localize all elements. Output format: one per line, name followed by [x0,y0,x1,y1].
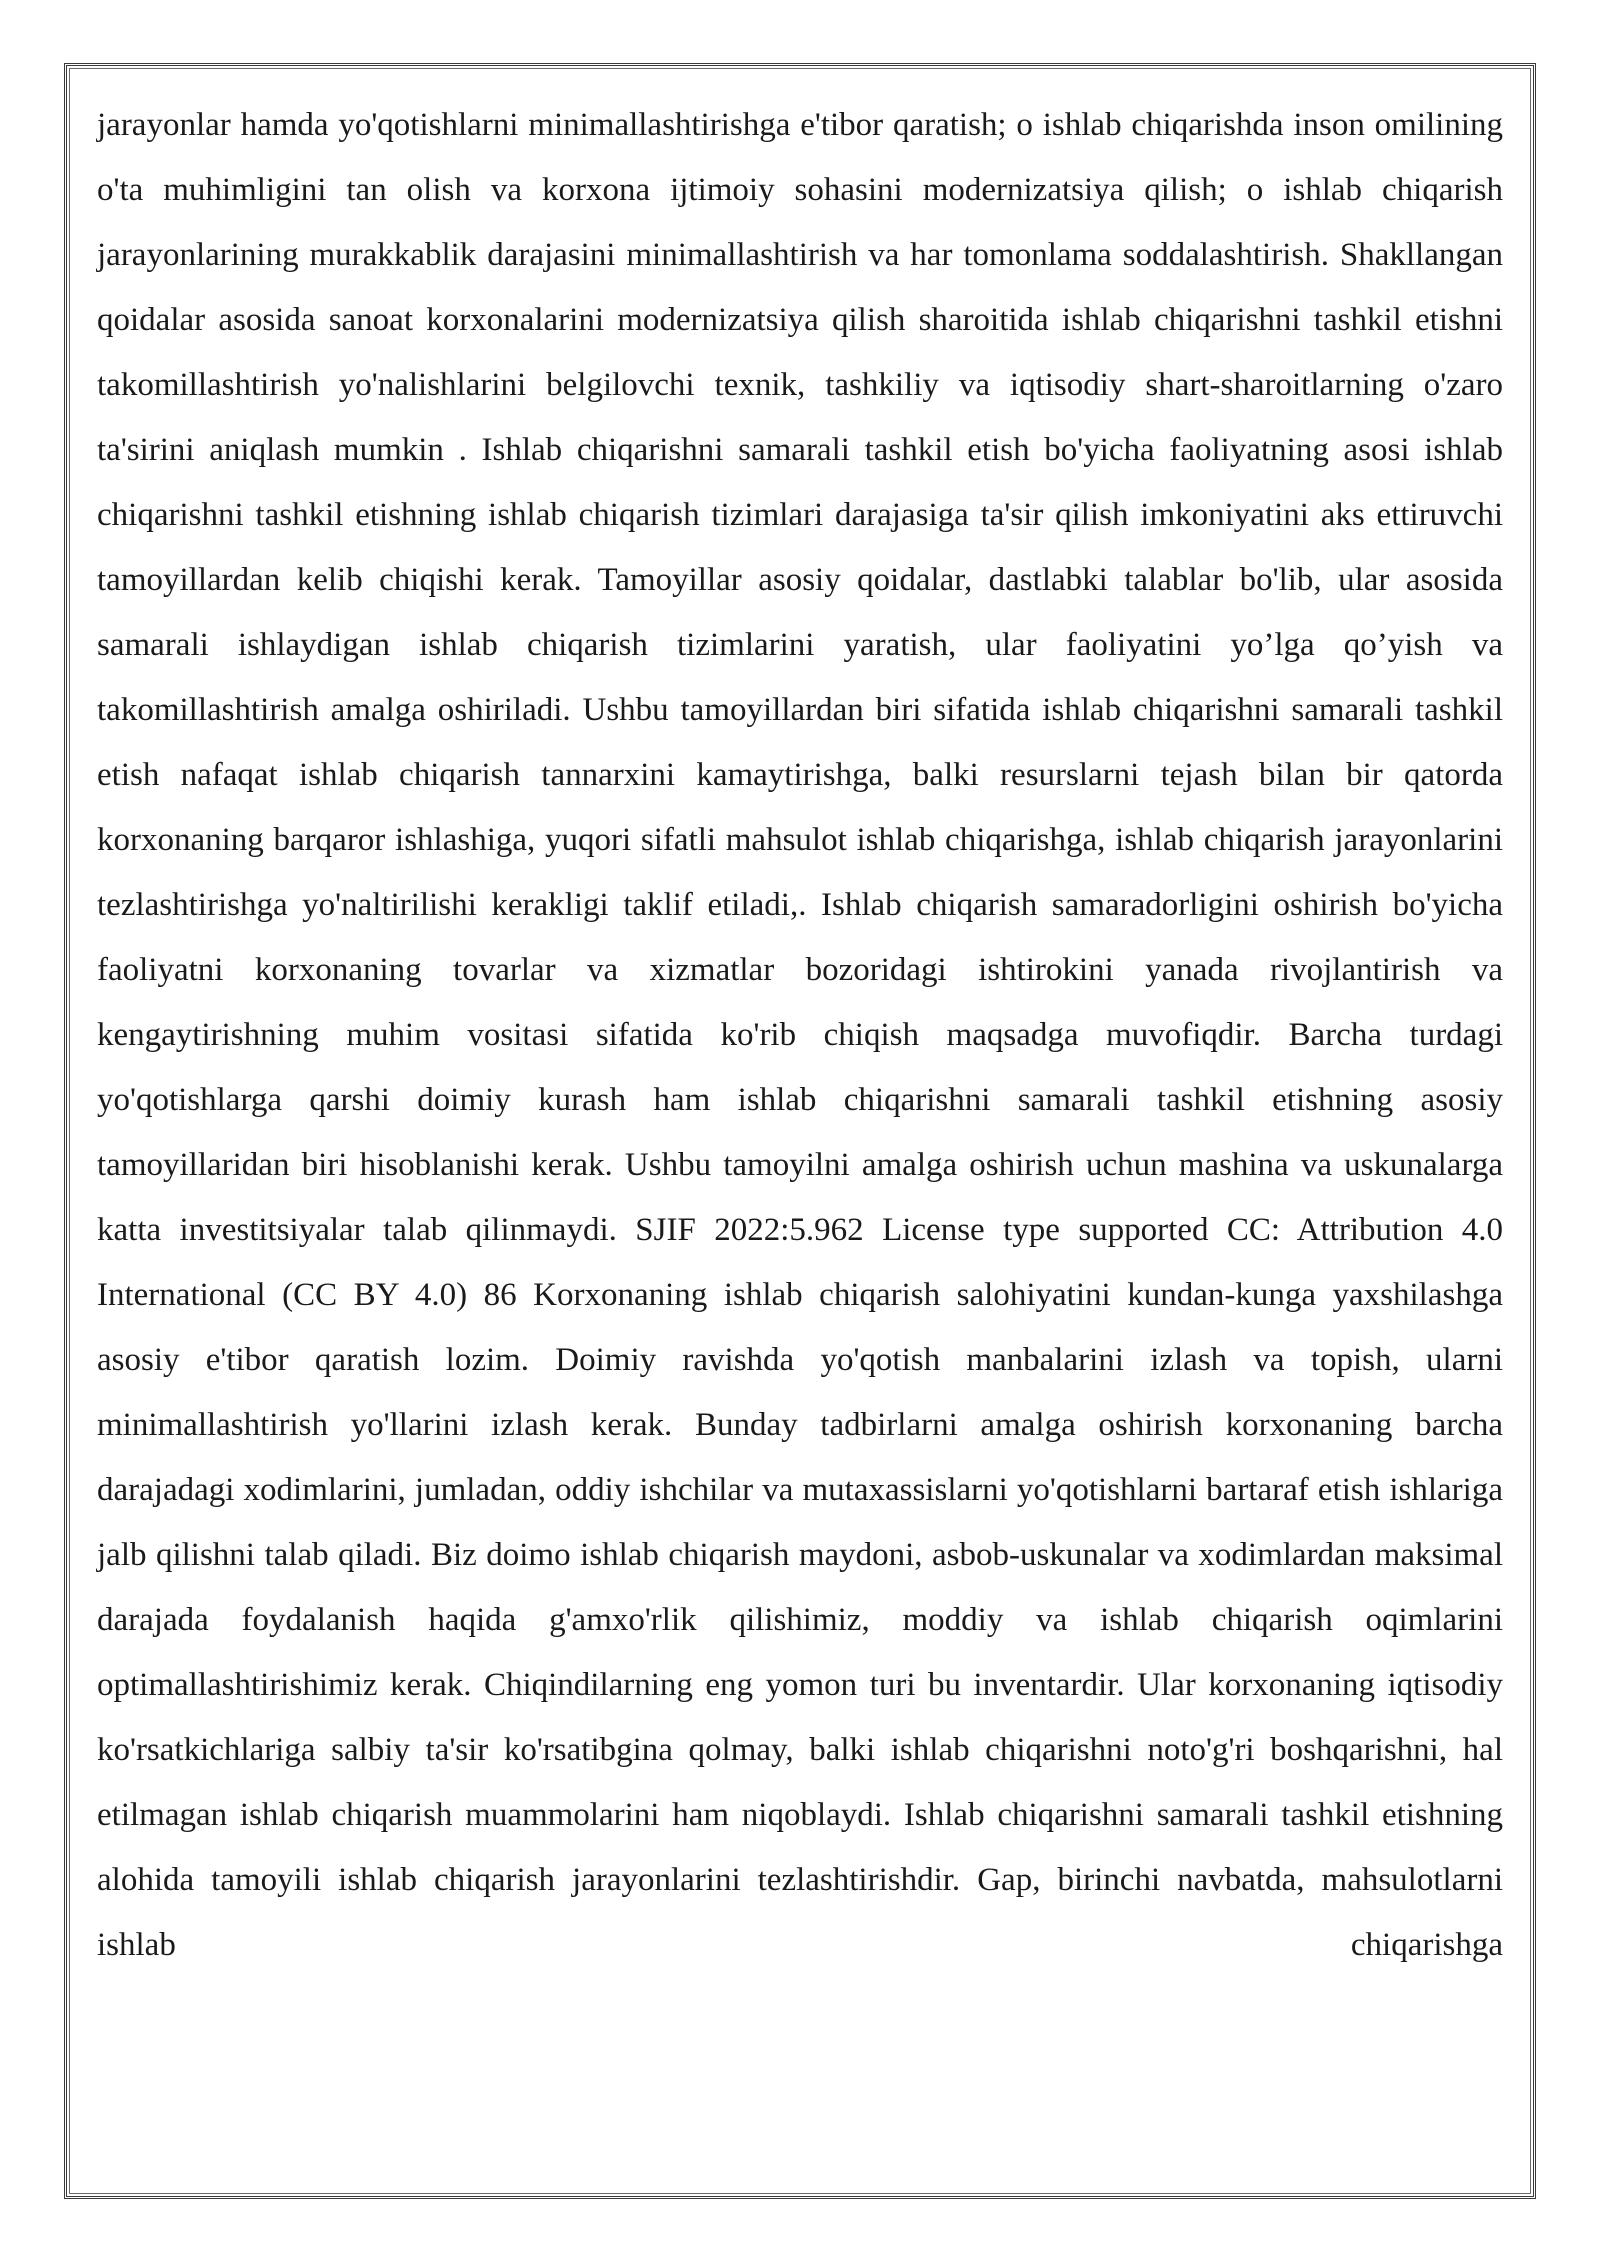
body-paragraph: jarayonlar hamda yo'qotishlarni minimallashtirishga e'tibor qaratish; o ishlab chiqarishda inson omilining o'ta muhimligini tan olish va korxona ijtimoiy sohasini modernizatsiya qilish; o ishlab chiqarish jarayonlarining murakkablik darajasini minimallashtirish va har tomonlama soddalashtirish. Shakllangan qoidalar asosida sanoat korxonalarini modernizatsiya qilish sharoitida ishlab chiqarishni tashkil etishni takomillashtirish yo'nalishlarini belgilovchi texnik, tashkiliy va iqtisodiy shart-sharoitlarning o'zaro ta'sirini aniqlash mumkin . Ishlab chiqarishni samarali tashkil etish bo'yicha faoliyatning asosi ishlab chiqarishni tashkil etishning ishlab chiqarish tizimlari darajasiga ta'sir qilish imkoniyatini aks ettiruvchi tamoyillardan kelib chiqishi kerak. Tamoyillar asosiy qoidalar, dastlabki talablar bo'lib, ular asosida samarali ishlaydigan ishlab chiqarish tizimlarini yaratish, ular faoliyatini yo’lga qo’yish va takomillashtirish amalga oshiriladi. Ushbu tamoyillardan biri sifatida ishlab chiqarishni samarali tashkil etish nafaqat ishlab chiqarish tannarxini kamaytirishga, balki resurslarni tejash bilan bir qatorda korxonaning barqaror ishlashiga, yuqori sifatli mahsulot ishlab chiqarishga, ishlab chiqarish jarayonlarini tezlashtirishga yo'naltirilishi kerakligi taklif etiladi,. Ishlab chiqarish samaradorligini oshirish bo'yicha faoliyatni korxonaning tovarlar va xizmatlar bozoridagi ishtirokini yanada rivojlantirish va kengaytirishning muhim vositasi sifatida ko'rib chiqish maqsadga muvofiqdir. Barcha turdagi yo'qotishlarga qarshi doimiy kurash ham ishlab chiqarishni samarali tashkil etishning asosiy tamoyillaridan biri hisoblanishi kerak. Ushbu tamoyilni amalga oshirish uchun mashina va uskunalarga katta investitsiyalar talab qilinmaydi. SJIF 2022:5.962 License type supported CC: Attribution 4.0 International (CC BY 4.0) 86 Korxonaning ishlab chiqarish salohiyatini kundan-kunga yaxshilashga asosiy e'tibor qaratish lozim. Doimiy ravishda yo'qotish manbalarini izlash va topish, ularni minimallashtirish yo'llarini izlash kerak. Bunday tadbirlarni amalga oshirish korxonaning barcha darajadagi xodimlarini, jumladan, oddiy ishchilar va mutaxassislarni yo'qotishlarni bartaraf etish ishlariga jalb qilishni talab qiladi. Biz doimo ishlab chiqarish maydoni, asbob-uskunalar va xodimlardan maksimal darajada foydalanish haqida g'amxo'rlik qilishimiz, moddiy va ishlab chiqarish oqimlarini optimallashtirishimiz kerak. Chiqindilarning eng yomon turi bu inventardir. Ular korxonaning iqtisodiy ko'rsatkichlariga salbiy ta'sir ko'rsatibgina qolmay, balki ishlab chiqarishni noto'g'ri boshqarishni, hal etilmagan ishlab chiqarish muammolarini ham niqoblaydi. Ishlab chiqarishni samarali tashkil etishning alohida tamoyili ishlab chiqarish jarayonlarini tezlashtirishdir. Gap, birinchi navbatda, mahsulotlarni ishlab chiqarishga [97,107,1503,1963]
